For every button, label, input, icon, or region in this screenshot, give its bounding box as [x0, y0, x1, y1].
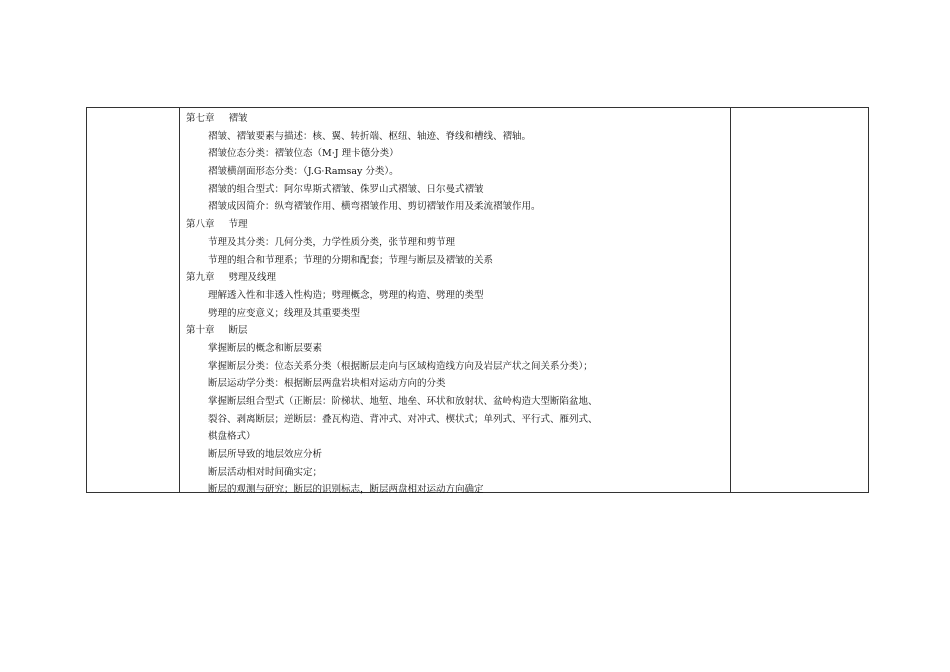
syllabus-table [86, 107, 869, 496]
syllabus-item: 理解透入性和非透入性构造；劈理概念，劈理的构造、劈理的类型 [208, 289, 484, 301]
syllabus-item: 棋盘格式） [208, 431, 256, 443]
chapter-title: 节理 [228, 219, 248, 231]
chapter-number: 第九章 [186, 272, 215, 284]
chapter-title: 劈理及线理 [228, 272, 277, 284]
syllabus-item: 褶皱横剖面形态分类：（J.G·Ramsay 分类）。 [208, 166, 399, 178]
syllabus-item: 节理的组合和节理系；节理的分期和配套；节理与断层及褶皱的关系 [208, 254, 494, 266]
syllabus-item: 劈理的应变意义；线理及其重要类型 [208, 307, 361, 319]
left-column-cell [87, 108, 180, 492]
syllabus-item: 节理及其分类：几何分类，力学性质分类，张节理和剪节理 [208, 236, 456, 248]
chapter-number: 第七章 [186, 113, 215, 124]
syllabus-item: 褶皱位态分类：褶皱位态（M·J 理卡德分类） [208, 148, 399, 160]
right-column-cell [730, 108, 868, 492]
syllabus-item: 断层活动相对时间确实定； [208, 466, 323, 478]
syllabus-item: 裂谷、剥离断层；逆断层：叠瓦构造、背冲式、对冲式、楔状式；单列式、平行式、雁列式、 [208, 413, 598, 425]
syllabus-item: 掌握断层分类：位态关系分类（根据断层走向与区域构造线方向及岩层产状之间关系分类）； [208, 360, 593, 372]
chapter-number: 第八章 [186, 219, 215, 231]
chapter-number: 第十章 [186, 325, 215, 337]
syllabus-item: 掌握断层的概念和断层要素 [208, 342, 323, 354]
content-column-cell [180, 110, 730, 499]
chapter-title: 褶皱 [228, 113, 248, 124]
chapter-heading [180, 216, 730, 234]
chapter-heading [180, 322, 730, 340]
syllabus-item: 褶皱成因简介：纵弯褶皱作用、横弯褶皱作用、剪切褶皱作用及柔流褶皱作用。 [208, 201, 541, 213]
syllabus-item: 断层运动学分类：根据断层两盘岩块相对运动方向的分类 [208, 378, 446, 390]
chapter-title: 断层 [228, 325, 248, 337]
chapter-heading [180, 269, 730, 287]
syllabus-item: 断层的观测与研究；断层的识别标志，断层两盘相对运动方向确定 [208, 484, 484, 496]
chapter-heading [180, 110, 730, 128]
syllabus-item: 断层所导致的地层效应分析 [208, 449, 323, 461]
syllabus-item: 掌握断层组合型式（正断层：阶梯状、地堑、地垒、环状和放射状、盆岭构造大型断陷盆地、 [208, 396, 598, 407]
syllabus-item: 褶皱的组合型式：阿尔卑斯式褶皱、侏罗山式褶皱、日尔曼式褶皱 [208, 183, 484, 195]
syllabus-item: 褶皱、褶皱要素与描述：核、翼、转折端、枢纽、轴迹、脊线和槽线、褶轴。 [208, 130, 532, 142]
